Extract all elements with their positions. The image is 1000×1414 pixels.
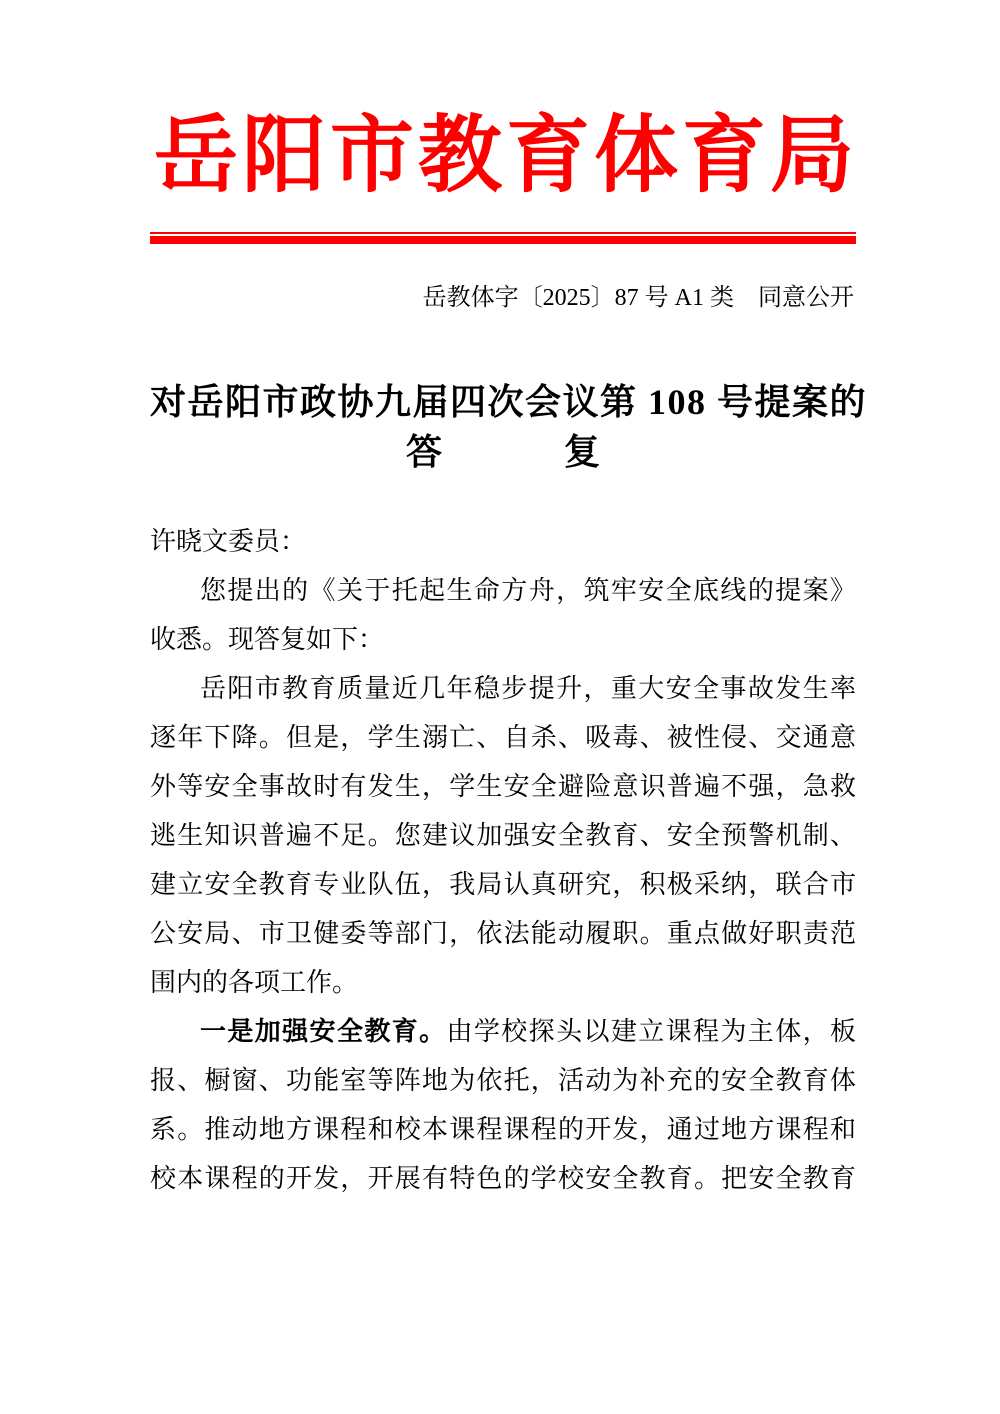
document-title-line2-right: 复 xyxy=(564,432,601,472)
body-line xyxy=(150,1007,856,1056)
body-text: 校本课程的开发，开展有特色的学校安全教育。把安全教育 xyxy=(150,1164,856,1193)
body-text: 报、橱窗、功能室等阵地为依托，活动为补充的安全教育体 xyxy=(150,1066,856,1095)
document-body xyxy=(150,517,856,1203)
body-text: 逐年下降。但是，学生溺亡、自杀、吸毒、被性侵、交通意 xyxy=(150,723,856,752)
body-line xyxy=(150,1056,856,1105)
body-line xyxy=(150,860,856,909)
body-text: 建立安全教育专业队伍，我局认真研究，积极采纳，联合市 xyxy=(150,870,856,899)
document-title-line2-left: 答 xyxy=(405,432,442,472)
body-text: 系。推动地方课程和校本课程课程的开发，通过地方课程和 xyxy=(150,1115,856,1144)
body-text: 收悉。现答复如下： xyxy=(150,625,385,654)
body-line xyxy=(150,664,856,713)
letterhead-divider xyxy=(150,232,856,244)
body-text: 围内的各项工作。 xyxy=(150,968,359,997)
document-title xyxy=(150,377,868,477)
body-line xyxy=(150,909,856,958)
body-text-bold: 一是加强安全教育。 xyxy=(200,1017,447,1046)
body-text: 许晓文委员： xyxy=(150,527,307,556)
divider-thick-line xyxy=(150,236,856,244)
body-text: 逃生知识普遍不足。您建议加强安全教育、安全预警机制、 xyxy=(150,821,856,850)
document-title-line2 xyxy=(150,427,856,477)
body-line xyxy=(150,566,856,615)
body-line xyxy=(150,1154,856,1203)
document-content-column xyxy=(150,107,868,1203)
body-line xyxy=(150,615,856,664)
body-text: 岳阳市教育质量近几年稳步提升，重大安全事故发生率 xyxy=(200,674,856,703)
body-line xyxy=(150,762,856,811)
document-title-line1: 对岳阳市政协九届四次会议第 108 号提案的 xyxy=(150,382,868,422)
body-line xyxy=(150,713,856,762)
body-line xyxy=(150,958,856,1007)
body-text: 公安局、市卫健委等部门，依法能动履职。重点做好职责范 xyxy=(150,919,856,948)
body-text: 由学校探头以建立课程为主体，板 xyxy=(446,1017,856,1046)
document-number-line: 岳教体字〔2025〕87 号 A1 类 同意公开 xyxy=(422,285,854,311)
body-line xyxy=(150,1105,856,1154)
body-line xyxy=(150,811,856,860)
letterhead-org-name: 岳阳市教育体育局 xyxy=(154,110,859,203)
body-text: 您提出的《关于托起生命方舟，筑牢安全底线的提案》 xyxy=(200,576,856,605)
body-text: 外等安全事故时有发生，学生安全避险意识普遍不强，急救 xyxy=(150,772,856,801)
body-line xyxy=(150,517,856,566)
